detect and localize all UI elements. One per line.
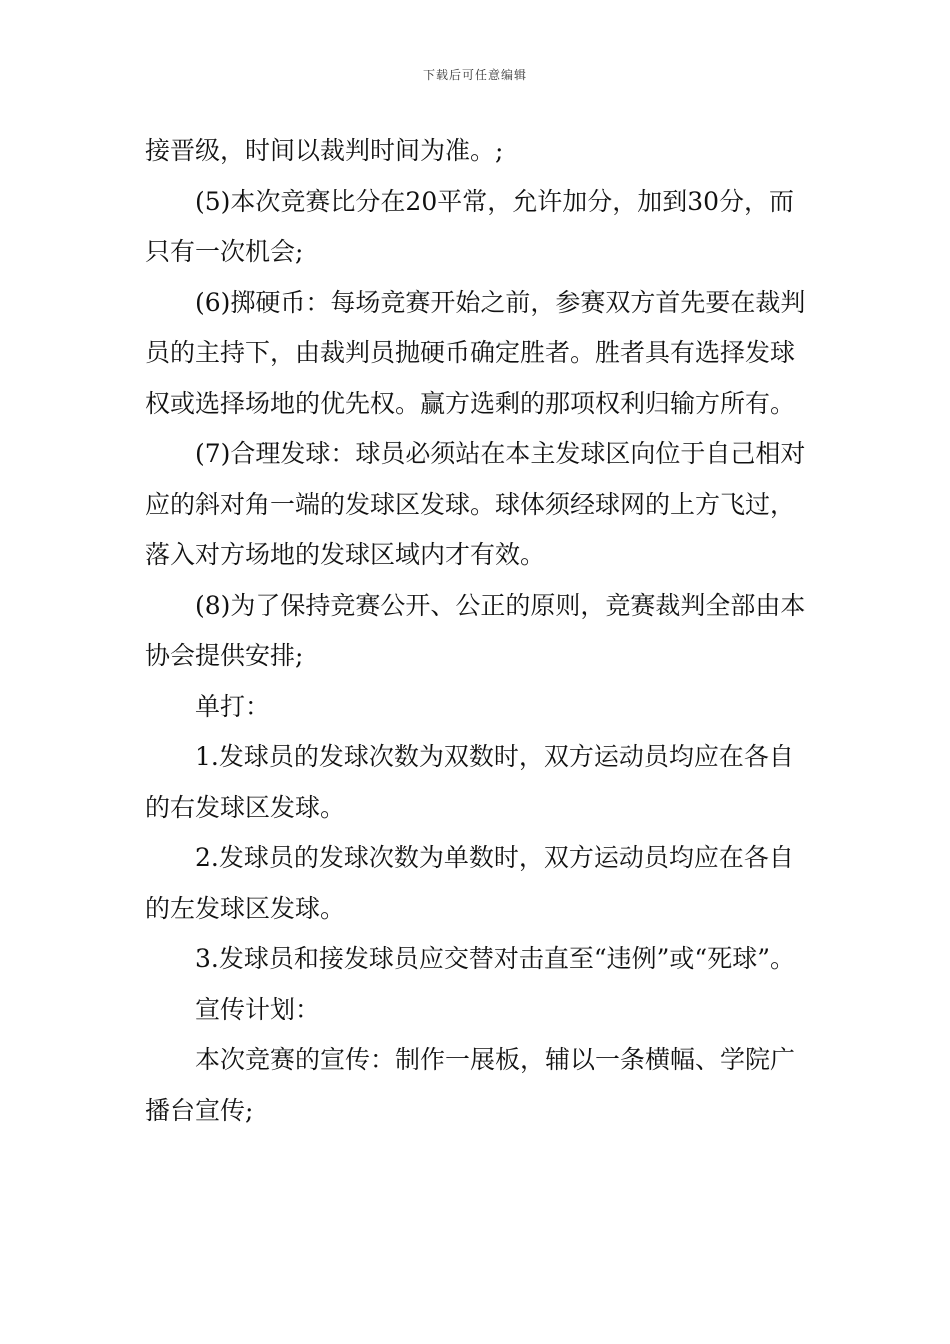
- paragraph: (8)为了保持竞赛公开、公正的原则，竞赛裁判全部由本协会提供安排;: [145, 590, 806, 670]
- paragraph: (7)合理发球：球员必须站在本主发球区向位于自己相对应的斜对角一端的发球区发球。球体须经球网的上方飞过，落入对方场地的发球区域内才有效。: [145, 439, 806, 569]
- list-item: 3.发球员和接发球员应交替对击直至“违例”或“死球”。: [195, 944, 795, 973]
- list-item: 1.发球员的发球次数为双数时，双方运动员均应在各自的右发球区发球。: [145, 742, 794, 822]
- paragraph: (6)掷硬币：每场竞赛开始之前，参赛双方首先要在裁判员的主持下，由裁判员抛硬币确定胜者。胜者具有选择发球权或选择场地的优先权。赢方选剩的那项权利归输方所有。: [145, 287, 806, 418]
- paragraph: 接晋级，时间以裁判时间为准。;: [145, 136, 504, 165]
- paragraph: (5)本次竞赛比分在20平常，允许加分，加到30分，而只有一次机会;: [145, 186, 795, 266]
- section-heading: 宣传计划：: [195, 994, 321, 1024]
- list-item: 2.发球员的发球次数为单数时，双方运动员均应在各自的左发球区发球。: [145, 843, 794, 923]
- page-header: 下载后可任意编辑: [422, 68, 527, 82]
- section-heading: 单打：: [195, 691, 271, 721]
- document-body: [145, 126, 810, 1136]
- paragraph: 本次竞赛的宣传：制作一展板，辅以一条横幅、学院广播台宣传;: [145, 1045, 796, 1125]
